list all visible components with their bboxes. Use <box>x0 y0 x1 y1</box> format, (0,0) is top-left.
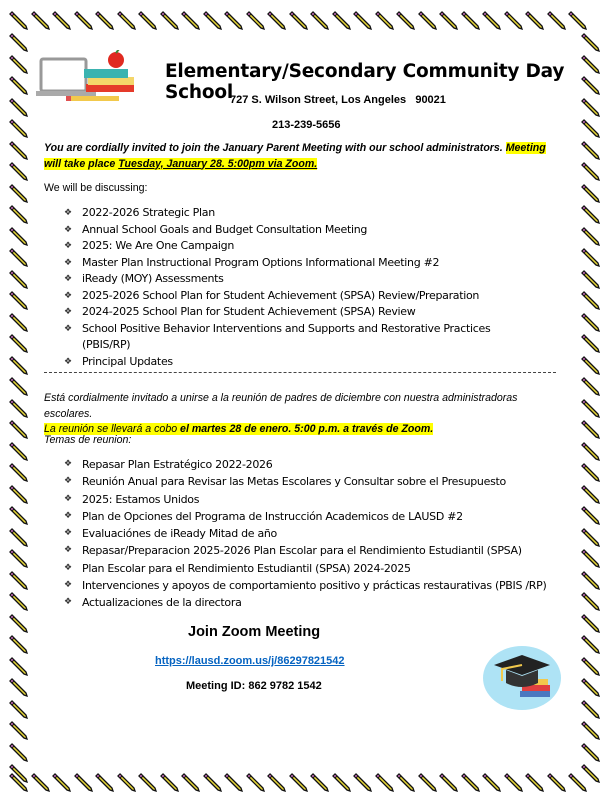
pencil-icon <box>30 10 50 30</box>
pencil-icon <box>116 10 136 30</box>
pencil-icon <box>580 699 600 719</box>
agenda-item-text: Plan de Opciones del Programa de Instrucción Academicos de LAUSD #2 <box>82 509 463 523</box>
agenda-item <box>64 304 504 321</box>
agenda-item-text: 2022-2026 Strategic Plan <box>82 206 215 219</box>
pencil-icon <box>580 656 600 676</box>
pencil-icon <box>580 613 600 633</box>
diamond-bullet-icon: ❖ <box>64 274 72 284</box>
agenda-item-text: Actualizaciones de la directora <box>82 596 242 610</box>
agenda-item-text: 2025-2026 School Plan for Student Achievement (SPSA) Review/Preparation <box>82 288 480 302</box>
pencil-icon <box>8 226 28 246</box>
agenda-item <box>64 594 546 611</box>
divider <box>44 372 556 373</box>
pencil-icon <box>288 10 308 30</box>
pencil-icon <box>245 772 265 792</box>
pencil-icon <box>580 505 600 525</box>
meeting-id: Meeting ID: 862 9782 1542 <box>186 680 322 692</box>
pencil-icon <box>8 591 28 611</box>
agenda-item-text: Repasar/Preparacion 2025-2026 Plan Escolar para el Rendimiento Estudiantil (SPSA) <box>82 544 522 558</box>
pencil-icon <box>8 10 28 30</box>
diamond-bullet-icon: ❖ <box>64 562 72 573</box>
diamond-bullet-icon: ❖ <box>64 241 72 251</box>
pencil-icon <box>503 772 523 792</box>
pencil-icon <box>580 742 600 762</box>
pencil-icon <box>8 398 28 418</box>
pencil-icon <box>524 10 544 30</box>
pencil-icon <box>94 10 114 30</box>
pencil-icon <box>202 772 222 792</box>
pencil-icon <box>8 656 28 676</box>
pencil-icon <box>580 419 600 439</box>
pencil-icon <box>503 10 523 30</box>
agenda-item-text: Evaluaciónes de iReady Mitad de año <box>82 527 277 541</box>
agenda-item <box>64 288 504 305</box>
diamond-bullet-icon: ❖ <box>64 545 72 556</box>
pencil-icon <box>580 527 600 547</box>
pencil-icon <box>524 772 544 792</box>
pencil-icon <box>417 772 437 792</box>
pencil-icon <box>159 10 179 30</box>
diamond-bullet-icon: ❖ <box>64 580 72 591</box>
zoom-link[interactable]: https://lausd.zoom.us/j/86297821542 <box>155 655 345 667</box>
pencil-icon <box>580 462 600 482</box>
agenda-item <box>64 321 504 354</box>
agenda-item <box>64 354 504 371</box>
pencil-icon <box>580 634 600 654</box>
pencil-icon <box>580 398 600 418</box>
school-address: 727 S. Wilson Street, Los Angeles 90021 <box>230 94 446 106</box>
pencil-icon <box>8 161 28 181</box>
pencil-icon <box>8 32 28 52</box>
pencil-icon <box>245 10 265 30</box>
agenda-item <box>64 508 546 525</box>
pencil-icon <box>51 772 71 792</box>
pencil-icon <box>580 204 600 224</box>
pencil-icon <box>580 118 600 138</box>
meeting-date: Tuesday, January 28. 5:00pm via Zoom. <box>118 157 318 170</box>
pencil-icon <box>8 312 28 332</box>
diamond-bullet-icon: ❖ <box>64 356 72 367</box>
pencil-icon <box>223 10 243 30</box>
diamond-bullet-icon: ❖ <box>64 208 72 218</box>
pencil-icon <box>309 10 329 30</box>
pencil-icon <box>580 247 600 267</box>
pencil-icon <box>374 10 394 30</box>
agenda-item-text: iReady (MOY) Assessments <box>82 272 224 285</box>
pencil-icon <box>73 772 93 792</box>
pencil-icon <box>580 183 600 203</box>
diamond-bullet-icon: ❖ <box>64 493 72 504</box>
pencil-icon <box>8 355 28 375</box>
pencil-icon <box>580 484 600 504</box>
pencil-icon <box>8 613 28 633</box>
agenda-item <box>64 238 504 255</box>
pencil-icon <box>159 772 179 792</box>
pencil-icon <box>8 570 28 590</box>
graduation-cap-illustration <box>482 645 562 711</box>
pencil-icon <box>8 333 28 353</box>
diamond-bullet-icon: ❖ <box>64 528 72 539</box>
pencil-icon <box>567 10 587 30</box>
invite-highlight-text: Meeting will take place <box>44 142 546 170</box>
pencil-icon <box>546 10 566 30</box>
diamond-bullet-icon: ❖ <box>64 290 72 301</box>
pencil-icon <box>8 462 28 482</box>
pencil-icon <box>51 10 71 30</box>
diamond-bullet-icon: ❖ <box>64 597 72 608</box>
agenda-item <box>64 255 504 272</box>
diamond-bullet-icon: ❖ <box>64 323 72 334</box>
agenda-item <box>64 525 546 542</box>
pencil-icon <box>580 226 600 246</box>
spanish-intro: Temas de reunion: <box>44 434 132 446</box>
pencil-icon <box>180 10 200 30</box>
pencil-icon <box>8 441 28 461</box>
english-invitation <box>44 141 564 172</box>
pencil-icon <box>580 376 600 396</box>
pencil-icon <box>309 772 329 792</box>
pencil-icon <box>395 772 415 792</box>
pencil-icon <box>8 548 28 568</box>
pencil-icon <box>580 333 600 353</box>
pencil-icon <box>8 419 28 439</box>
pencil-icon <box>580 290 600 310</box>
pencil-icon <box>8 484 28 504</box>
pencil-icon <box>481 10 501 30</box>
zoom-heading: Join Zoom Meeting <box>188 624 321 640</box>
pencil-icon <box>438 772 458 792</box>
school-phone: 213-239-5656 <box>272 119 341 131</box>
agenda-item-text: Intervenciones y apoyos de comportamiento positivo y prácticas restaurativas (PBIS /RP) <box>82 579 547 593</box>
pencil-icon <box>580 269 600 289</box>
pencil-icon <box>30 772 50 792</box>
invite-highlight-text: La reunión se llevará a cobo <box>44 423 181 435</box>
pencil-icon <box>460 772 480 792</box>
pencil-icon <box>223 772 243 792</box>
pencil-icon <box>266 772 286 792</box>
pencil-icon <box>417 10 437 30</box>
invite-text: You are cordially invited to join the January Parent Meeting with our school administrators. <box>44 142 506 154</box>
agenda-item-text: Repasar Plan Estratégico 2022-2026 <box>82 458 273 471</box>
agenda-item-text: Principal Updates <box>82 354 173 368</box>
pencil-icon <box>8 247 28 267</box>
pencil-icon <box>116 772 136 792</box>
pencil-icon <box>546 772 566 792</box>
pencil-icon <box>580 570 600 590</box>
agenda-item-text: Annual School Goals and Budget Consultation Meeting <box>82 222 368 236</box>
pencil-icon <box>481 772 501 792</box>
agenda-item <box>64 271 504 288</box>
pencil-icon <box>8 269 28 289</box>
agenda-item <box>64 222 504 239</box>
diamond-bullet-icon: ❖ <box>64 459 72 469</box>
pencil-icon <box>580 677 600 697</box>
laptop-books-apple-illustration <box>34 50 154 105</box>
agenda-item <box>64 473 546 490</box>
agenda-item-text: 2025: We Are One Campaign <box>82 239 235 252</box>
pencil-icon <box>266 10 286 30</box>
pencil-icon <box>8 763 28 783</box>
pencil-icon <box>8 742 28 762</box>
pencil-icon <box>580 355 600 375</box>
meeting-date: el martes 28 de enero. 5:00 p.m. a través de Zoom. <box>180 423 434 435</box>
school-name-title: Elementary/Secondary Community Day School <box>165 61 565 103</box>
pencil-icon <box>8 699 28 719</box>
pencil-icon <box>8 376 28 396</box>
diamond-bullet-icon: ❖ <box>64 476 72 487</box>
pencil-icon <box>94 772 114 792</box>
pencil-icon <box>8 204 28 224</box>
pencil-icon <box>580 591 600 611</box>
agenda-item-text: Reunión Anual para Revisar las Metas Escolares y Consultar sobre el Presupuesto <box>82 475 506 489</box>
agenda-item-text: School Positive Behavior Interventions and Supports and Restorative Practices (PBIS/RP) <box>82 321 491 351</box>
pencil-icon <box>202 10 222 30</box>
pencil-icon <box>438 10 458 30</box>
pencil-icon <box>580 548 600 568</box>
pencil-icon <box>288 772 308 792</box>
pencil-icon <box>580 441 600 461</box>
pencil-icon <box>8 634 28 654</box>
pencil-icon <box>137 10 157 30</box>
agenda-item <box>64 205 504 222</box>
pencil-icon <box>580 312 600 332</box>
diamond-bullet-icon: ❖ <box>64 224 72 235</box>
pencil-icon <box>395 10 415 30</box>
pencil-icon <box>8 97 28 117</box>
pencil-icon <box>580 763 600 783</box>
pencil-icon <box>8 75 28 95</box>
diamond-bullet-icon: ❖ <box>64 307 72 317</box>
english-intro: We will be discussing: <box>44 182 148 194</box>
agenda-item <box>64 491 546 508</box>
pencil-icon <box>352 772 372 792</box>
pencil-icon <box>8 54 28 74</box>
pencil-icon <box>580 720 600 740</box>
diamond-bullet-icon: ❖ <box>64 257 72 268</box>
agenda-item-text: Master Plan Instructional Program Options Informational Meeting #2 <box>82 255 440 269</box>
pencil-icon <box>180 772 200 792</box>
agenda-item <box>64 542 546 559</box>
agenda-item-text: 2024-2025 School Plan for Student Achievement (SPSA) Review <box>82 305 416 318</box>
pencil-icon <box>352 10 372 30</box>
pencil-icon <box>8 290 28 310</box>
pencil-icon <box>580 32 600 52</box>
agenda-item <box>64 560 546 577</box>
pencil-icon <box>8 527 28 547</box>
agenda-item <box>64 456 546 473</box>
english-agenda-list <box>64 205 504 370</box>
pencil-icon <box>8 118 28 138</box>
pencil-icon <box>8 677 28 697</box>
diamond-bullet-icon: ❖ <box>64 510 72 521</box>
agenda-item-text: 2025: Estamos Unidos <box>82 492 200 506</box>
pencil-icon <box>8 183 28 203</box>
pencil-icon <box>580 161 600 181</box>
pencil-icon <box>73 10 93 30</box>
pencil-icon <box>8 720 28 740</box>
spanish-agenda-list <box>64 456 546 612</box>
agenda-item <box>64 577 546 594</box>
pencil-icon <box>137 772 157 792</box>
invite-text: Está cordialmente invitado a unirse a la reunión de padres de diciembre con nuestra administradoras escolares. <box>44 392 518 420</box>
pencil-icon <box>374 772 394 792</box>
pencil-icon <box>8 140 28 160</box>
pencil-icon <box>331 10 351 30</box>
pencil-icon <box>460 10 480 30</box>
pencil-icon <box>331 772 351 792</box>
pencil-icon <box>580 140 600 160</box>
spanish-invitation <box>44 391 564 438</box>
pencil-icon <box>8 505 28 525</box>
agenda-item-text: Plan Escolar para el Rendimiento Estudiantil (SPSA) 2024-2025 <box>82 561 411 575</box>
